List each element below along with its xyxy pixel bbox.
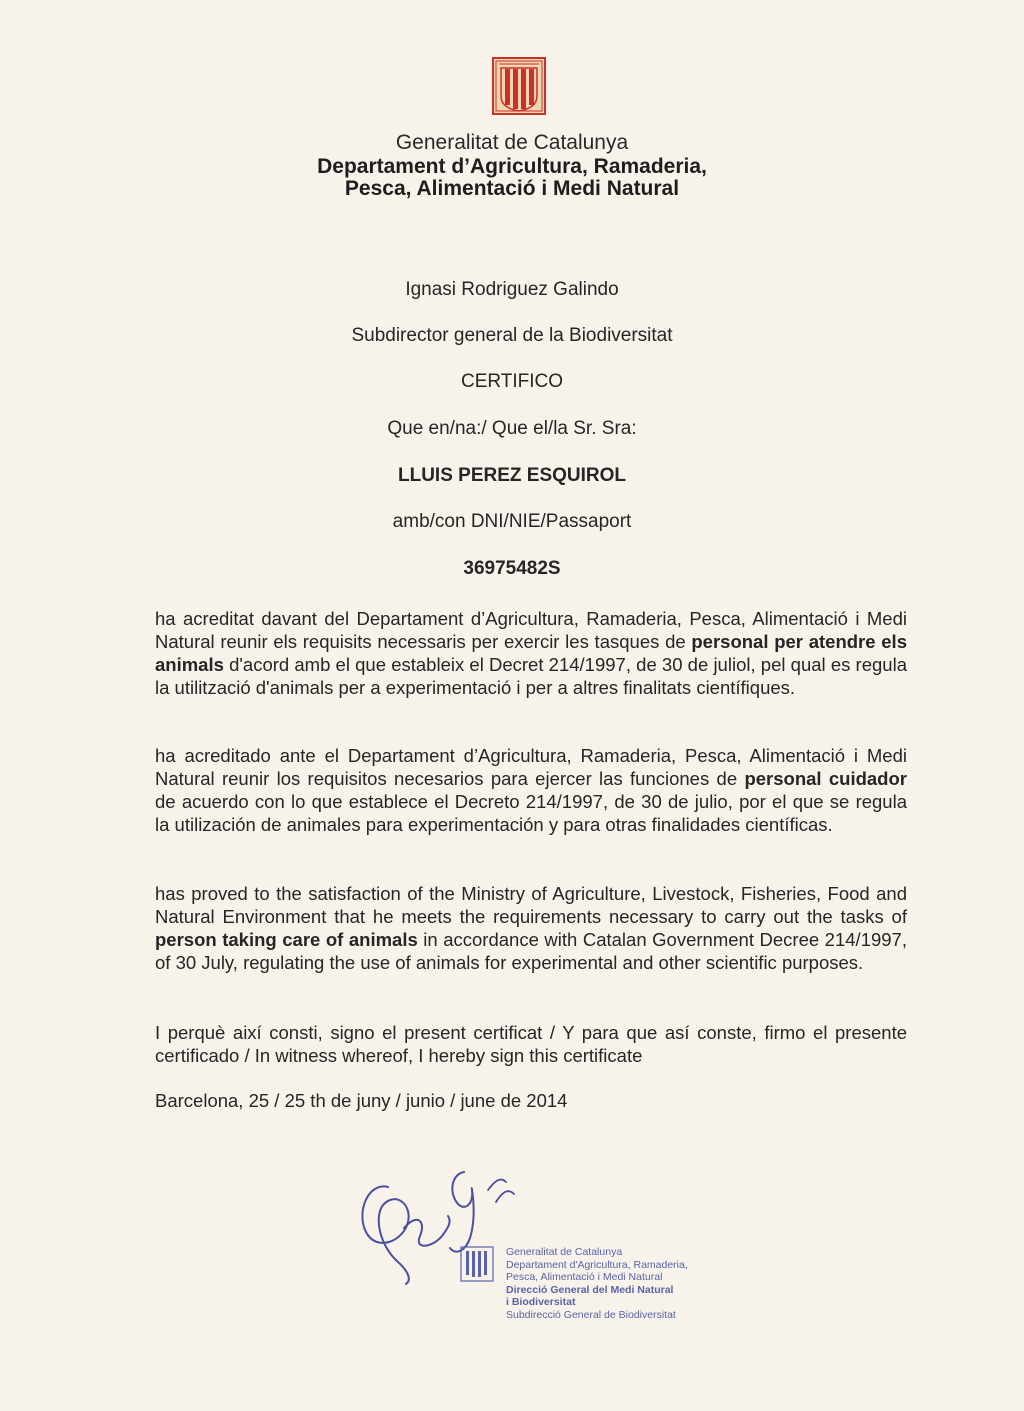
stamp-line-4: Direcció General del Medi Natural: [506, 1283, 674, 1296]
date-line: Barcelona, 25 / 25 th de juny / junio / june de 2014: [155, 1090, 568, 1111]
paragraph-catalan-text-1: ha acreditat davant del Departament d’Agricultura, Ramaderia, Pesca, Alimentació i Medi Natural reunir els requisits necessaris per exercir les tasques de: [155, 608, 907, 652]
certifico-heading: CERTIFICO: [460, 371, 564, 392]
stamp-line-1: Generalitat de Catalunya: [506, 1246, 623, 1258]
que-line: Que en/na:/ Que el/la Sr. Sra:: [387, 418, 637, 439]
id-label: amb/con DNI/NIE/Passaport: [392, 511, 632, 532]
signer-title: Subdirector general de la Biodiversitat: [351, 325, 673, 346]
official-stamp: [460, 1246, 720, 1336]
stamp-line-2: Departament d'Agricultura, Ramaderia,: [506, 1258, 688, 1271]
signer-name: Ignasi Rodriguez Galindo: [405, 279, 619, 300]
stamp-line-3: Pesca, Alimentació i Medi Natural: [506, 1271, 663, 1284]
paragraph-spanish-text-1: ha acreditado ante el Departament d’Agricultura, Ramaderia, Pesca, Alimentació i Medi Natural reunir los requisitos necesarios para ejercer las funciones de: [155, 745, 907, 789]
stamp-line-6: Subdirecció General de Biodiversitat: [506, 1308, 676, 1321]
paragraph-spanish-text-2: de acuerdo con lo que establece el Decreto 214/1997, de 30 de julio, por el que se regula la utilización de animales para experimentación y para otras finalidades científicas.: [155, 791, 907, 835]
header-department-line2: Pesca, Alimentació i Medi Natural: [344, 177, 680, 200]
id-number: 36975482S: [463, 558, 561, 579]
paragraph-english-text-1: has proved to the satisfaction of the Ministry of Agriculture, Livestock, Fisheries, Food and Natural Environment that he meets the requirements necessary to carry out the tasks of: [155, 883, 907, 927]
paragraph-spanish-bold: personal cuidador: [744, 768, 907, 789]
stamp-line-5: i Biodiversitat: [506, 1296, 576, 1309]
header-org: Generalitat de Catalunya: [395, 131, 629, 154]
paragraph-english-bold: person taking care of animals: [155, 929, 418, 950]
header-department-line1: Departament d’Agricultura, Ramaderia,: [317, 155, 707, 178]
paragraph-catalan-text-2: d'acord amb el que estableix el Decret 214/1997, de 30 de juliol, pel qual es regula la utilització d'animals per a experimentació i per a altres finalitats científiques.: [155, 654, 907, 698]
person-name: LLUIS PEREZ ESQUIROL: [397, 465, 627, 486]
paragraph-english: [155, 882, 907, 974]
paragraph-spanish: [155, 744, 907, 836]
paragraph-catalan-bold: personal per atendre els animals: [155, 631, 907, 675]
paragraph-catalan: [155, 607, 907, 699]
paragraph-english-text-2: in accordance with Catalan Government Decree 214/1997, of 30 July, regulating the use of animals for experimental and other scientific purposes.: [155, 929, 907, 973]
paragraph-closing: I perquè així consti, signo el present certificat / Y para que así conste, firmo el presente certificado / In witness whereof, I hereby sign this certificate: [155, 1022, 907, 1066]
stamp-emblem-icon: [460, 1246, 494, 1282]
generalitat-emblem-icon: [491, 56, 547, 116]
